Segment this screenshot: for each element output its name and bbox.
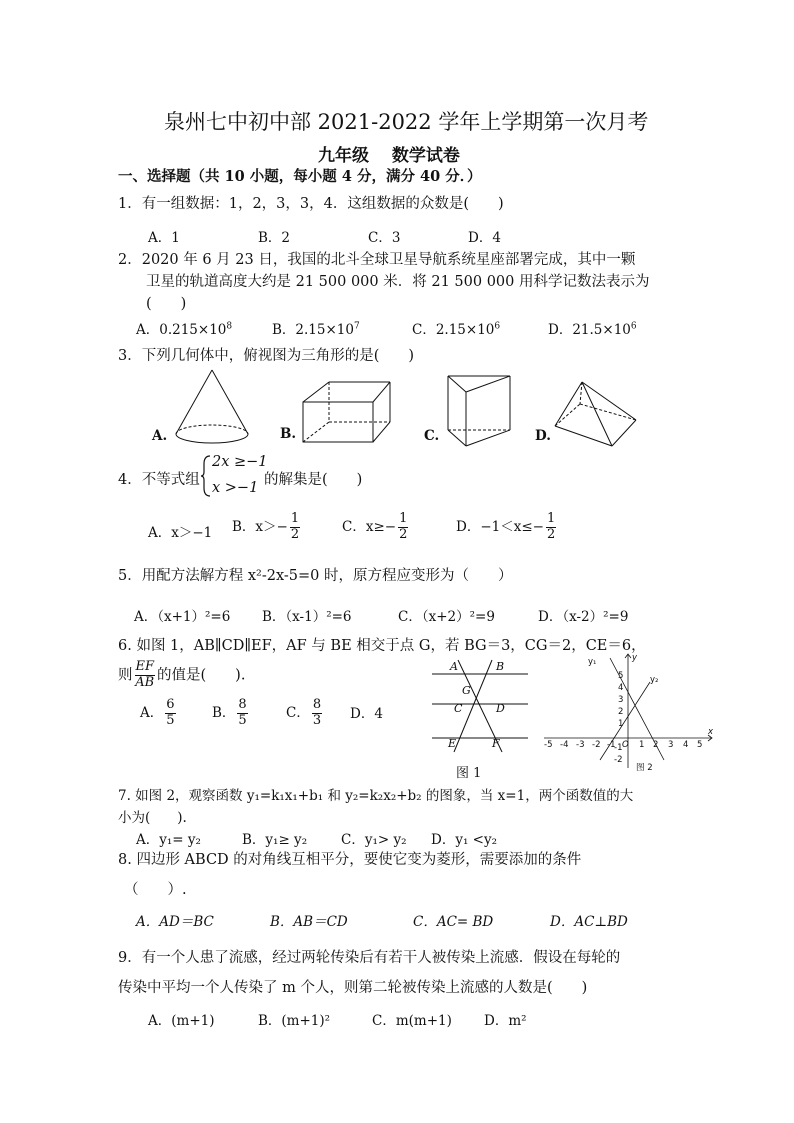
q1-option-a: A．1: [148, 230, 180, 246]
section-heading: 一、选择题（共 10 小题，每小题 4 分，满分 40 分．）: [118, 168, 482, 185]
question-1-stem: 1．有一组数据：1，2，3，3，4．这组数据的众数是( ): [118, 196, 504, 212]
fig1-point-f: F: [492, 737, 500, 750]
q4-inequality-1: 2x ≥−1: [212, 454, 268, 470]
fig2-label-y2: y₂: [650, 675, 659, 685]
fig2-y-5: 5: [618, 671, 624, 681]
fig2-label-y1: y₁: [588, 657, 597, 667]
q3-label-d: D.: [535, 428, 551, 444]
fig2-x-neg4: -4: [560, 740, 569, 750]
q7-option-a: A．y₁= y₂: [136, 832, 201, 848]
q8-option-b: B．AB＝CD: [270, 914, 348, 930]
q3-label-a: A.: [152, 428, 168, 444]
question-4-prefix: 4．不等式组: [118, 472, 200, 488]
q6-option-a: A． $\frac{6}{5}$: [140, 697, 175, 728]
q1-option-b: B．2: [258, 230, 291, 246]
figure-1-parallel-lines: [428, 656, 538, 756]
question-4-suffix: 的解集是( ): [264, 472, 363, 488]
q2-option-c: C．$2.15\times 10^6$: [412, 321, 501, 338]
q9-option-b: B．(m+1)²: [258, 1013, 331, 1029]
cuboid-shape: [303, 382, 390, 442]
q3-label-c: C.: [424, 428, 440, 444]
q1-option-d: D．4: [468, 230, 501, 246]
q4-option-c: C．x≥− $\frac{1}{2}$: [342, 511, 408, 542]
fig2-axis-y: y: [632, 653, 638, 663]
q9-option-c: C．m(m+1): [372, 1013, 452, 1029]
question-2-line3: ( ): [146, 296, 187, 312]
fig2-x-neg5: -5: [544, 740, 553, 750]
question-8-options: [0, 910, 794, 928]
figure-2-graph: [540, 650, 720, 774]
question-8-line1: 8. 四边形 ABCD 的对角线互相平分，要使它变为菱形，需要添加的条件: [118, 852, 582, 868]
fig2-x-4: 4: [683, 740, 689, 750]
fig2-y-1: 1: [618, 719, 624, 729]
q9-option-a: A．(m+1): [148, 1013, 215, 1029]
question-9-line1: 9．有一个人患了流感，经过两轮传染后有若干人被传染上流感．假设在每轮的: [118, 950, 621, 966]
fig2-y-neg2: -2: [614, 755, 623, 765]
q3-label-b: B.: [280, 426, 297, 442]
q5-option-c: C．（x+2）²=9: [398, 609, 495, 625]
q5-option-b: B．（x-1）²=6: [262, 609, 352, 625]
q3-solids-figure: [140, 364, 660, 454]
cone-shape: [176, 370, 248, 443]
q8-option-a: A．AD＝BC: [136, 914, 214, 930]
fig1-point-a: A: [450, 660, 458, 673]
q8-option-d: D．AC⊥BD: [550, 914, 628, 930]
fig2-origin: O: [622, 740, 629, 750]
fig1-point-e: E: [448, 737, 457, 750]
question-7-line1: 7. 如图 2，观察函数 y₁=k₁x₁+b₁ 和 y₂=k₂x₂+b₂ 的图象，当 x=1，两个函数值的大: [118, 788, 634, 804]
fig1-point-b: B: [496, 660, 505, 673]
pyramid-shape: [555, 382, 636, 446]
fig2-y-3: 3: [618, 695, 624, 705]
q6-option-d: D．4: [350, 706, 383, 722]
question-6-line2: 则 $\frac{EF}{AB}$ 的值是( ).: [118, 659, 246, 690]
fig1-point-d: D: [496, 702, 505, 715]
question-5-options: [0, 605, 794, 623]
fig2-x-3: 3: [668, 740, 674, 750]
question-7-options: [0, 828, 794, 846]
exam-subtitle: 九年级 数学试卷: [318, 146, 460, 166]
fig2-x-2: 2: [653, 740, 659, 750]
fig2-y-2: 2: [618, 707, 624, 717]
brace-icon: [200, 454, 212, 498]
question-7-line2: 小为( ).: [118, 810, 187, 826]
fig2-x-neg3: -3: [576, 740, 585, 750]
q8-option-c: C．AC= BD: [413, 914, 494, 930]
q2-option-d: D．$21.5\times 10^6$: [548, 321, 637, 338]
question-9-options: [0, 1009, 794, 1027]
prism-shape: [448, 376, 510, 446]
question-2-line2: 卫星的轨道高度大约是 21 500 000 米．将 21 500 000 用科学记数法表示为: [146, 274, 650, 290]
q9-option-d: D．m²: [484, 1013, 527, 1029]
fig2-x-1: 1: [639, 740, 645, 750]
fig2-axis-x: x: [708, 727, 714, 737]
question-8-line2: （ ）.: [124, 882, 187, 898]
fig2-x-5: 5: [697, 740, 703, 750]
fig2-y-neg1: -1: [614, 743, 623, 753]
q7-option-d: D．y₁ <y₂: [431, 832, 498, 848]
q6-option-c: C． $\frac{8}{3}$: [286, 697, 322, 728]
q6-option-b: B． $\frac{8}{5}$: [212, 697, 247, 728]
question-3-stem: 3．下列几何体中，俯视图为三角形的是( ): [118, 348, 415, 364]
fig2-x-neg1: -1: [607, 740, 616, 750]
fig1-point-g: G: [462, 684, 471, 697]
q4-inequality-2: x >−1: [212, 480, 259, 496]
q2-option-b: B．$2.15\times 10^7$: [272, 321, 360, 338]
question-2-options: [0, 318, 794, 336]
fig1-point-c: C: [454, 702, 463, 715]
q1-option-c: C．3: [368, 230, 401, 246]
question-6-line1: 6. 如图 1，AB∥CD∥EF，AF 与 BE 相交于点 G，若 BG＝3，CG＝2，CE＝6，: [118, 638, 646, 654]
q2-option-a: A．$0.215\times 10^8$: [136, 321, 233, 338]
question-2-line1: 2．2020 年 6 月 23 日，我国的北斗全球卫星导航系统星座部署完成，其中一颗: [118, 252, 636, 268]
q4-option-b: B．x＞− $\frac{1}{2}$: [232, 511, 300, 542]
figure-1-caption: 图 1: [456, 766, 482, 781]
question-5-stem: 5．用配方法解方程 x²-2x-5=0 时，原方程应变形为（ ）: [118, 568, 513, 584]
figure-2-caption: 图 2: [636, 763, 653, 773]
fig2-y-4: 4: [618, 683, 624, 693]
q4-option-a: A．x＞−1: [148, 525, 213, 541]
fig2-x-neg2: -2: [592, 740, 601, 750]
q5-option-a: A．（x+1）²=6: [134, 609, 231, 625]
exam-title: 泉州七中初中部 2021-2022 学年上学期第一次月考: [164, 110, 649, 134]
q7-option-c: C．y₁> y₂: [341, 832, 407, 848]
q5-option-d: D．（x-2）²=9: [538, 609, 629, 625]
q7-option-b: B．y₁≥ y₂: [242, 832, 308, 848]
question-1-options: [0, 226, 794, 244]
question-9-line2: 传染中平均一个人传染了 m 个人，则第二轮被传染上流感的人数是( ): [118, 980, 588, 996]
q4-option-d: D．−1＜x≤− $\frac{1}{2}$: [456, 511, 556, 542]
